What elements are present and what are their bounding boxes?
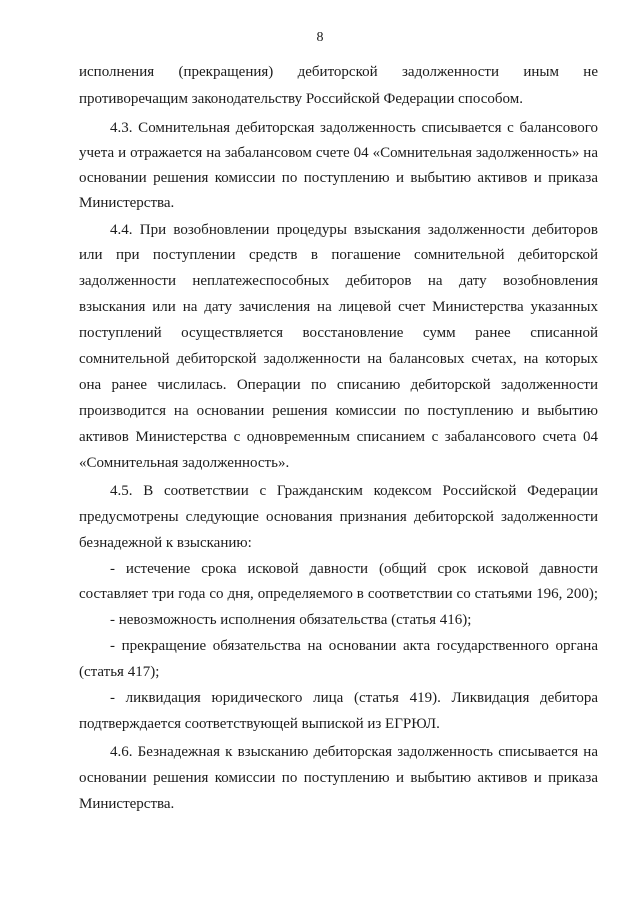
text-line: предусмотрены следующие основания признания дебиторской задолженности [79,509,598,525]
text-line: 4.4. При возобновлении процедуры взыскания задолженности дебиторов [110,222,598,238]
text-line: исполнения (прекращения) дебиторской задолженности иным не [79,64,598,80]
text-line: 4.5. В соответствии с Гражданским кодексом Российской Федерации [110,483,598,499]
text-line: - ликвидация юридического лица (статья 419). Ликвидация дебитора [110,690,598,706]
text-line: «Сомнительная задолженность». [79,455,290,471]
page-number: 8 [316,30,324,45]
text-line: она ранее числилась. Операции по списанию дебиторской задолженности [79,377,598,393]
text-line: учета и отражается на забалансовом счете 04 «Сомнительная задолженность» на [79,145,598,161]
text-line: - невозможность исполнения обязательства (статья 416); [110,612,472,628]
text-line: Министерства. [79,796,175,812]
text-line: подтверждается соответствующей выпиской из ЕГРЮЛ. [79,716,440,732]
text-line: или при поступлении средств в погашение сомнительной дебиторской [79,247,598,263]
text-line: Министерства. [79,195,175,211]
text-line: безнадежной к взысканию: [79,535,252,551]
text-line: - истечение срока исковой давности (общий срок исковой давности [110,561,598,577]
text-line: основании решения комиссии по поступлению и выбытию активов и приказа [79,770,598,786]
text-line: активов Министерства с одновременным списанием с забалансового счета 04 [79,429,598,445]
text-line: задолженности неплатежеспособных дебиторов на дату возобновления [79,273,598,289]
text-line: производится на основании решения комиссии по поступлению и выбытию [79,403,598,419]
text-line: противоречащим законодательству Российской Федерации способом. [79,91,523,107]
text-line: основании решения комиссии по поступлению и выбытию активов и приказа [79,170,598,186]
text-line: (статья 417); [79,664,160,680]
text-line: - прекращение обязательства на основании акта государственного органа [110,638,598,654]
text-line: составляет три года со дня, определяемого в соответствии со статьями 196, 200); [79,586,598,602]
text-line: сомнительной дебиторской задолженности на балансовых счетах, на которых [79,351,598,367]
text-line: поступлений осуществляется восстановление сумм ранее списанной [79,325,598,341]
text-line: взыскания или на дату зачисления на лицевой счет Министерства указанных [79,299,598,315]
text-line: 4.6. Безнадежная к взысканию дебиторская задолженность списывается на [110,744,598,760]
text-line: 4.3. Сомнительная дебиторская задолженность списывается с балансового [110,120,598,136]
